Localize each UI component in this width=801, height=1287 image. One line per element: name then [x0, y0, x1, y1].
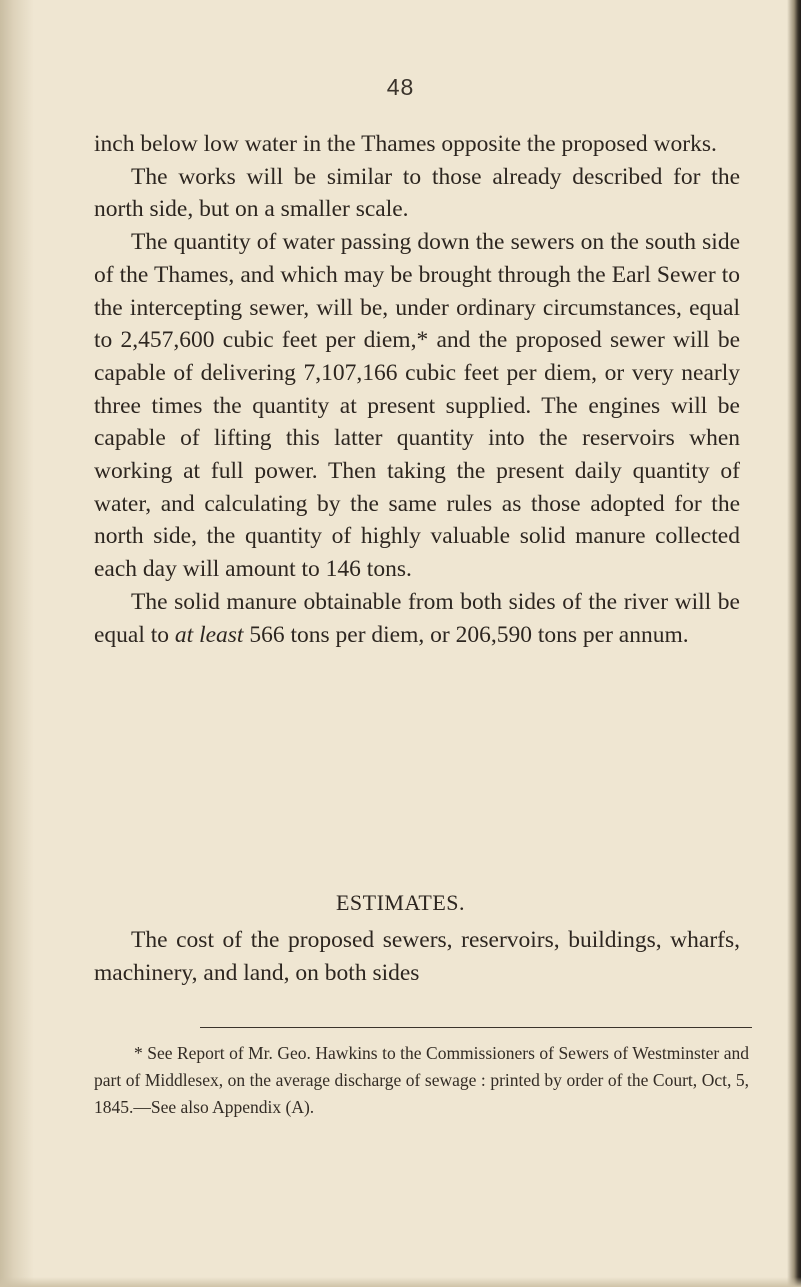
- solid-manure-text-end: 566 tons per diem, or 206,590 tons per annum.: [243, 621, 689, 648]
- paragraph-works: The works will be similar to those already described for the north side, but on a smaller scale.: [94, 163, 740, 223]
- page-bottom-edge: [0, 1277, 801, 1287]
- estimates-text: [94, 924, 740, 990]
- footnote-rule: [200, 1027, 752, 1028]
- footnote: [94, 1040, 749, 1121]
- main-text: [94, 128, 740, 651]
- paragraph-estimates: The cost of the proposed sewers, reservoirs, buildings, wharfs, machinery, and land, on both sides: [94, 927, 740, 986]
- page-right-edge: [787, 0, 801, 1287]
- emphasis-at-least: at least: [174, 621, 244, 648]
- page-gutter-shadow: [0, 0, 34, 1287]
- solid-manure-text-start: The solid manure obtainable from both sides of the river will be equal to: [94, 588, 740, 648]
- page-number: 48: [386, 74, 415, 100]
- paragraph-solid-manure: [94, 586, 740, 651]
- footnote-text: * See Report of Mr. Geo. Hawkins to the Commissioners of Sewers of Westminster and part of Middlesex, on the average discharge of sewage : printed by order of the Court, Oct, 5, 1845.—See also Appendix (A).: [94, 1043, 749, 1117]
- section-heading-estimates: ESTIMATES.: [335, 890, 466, 915]
- paragraph-continuation: inch below low water in the Thames opposite the proposed works.: [94, 131, 717, 157]
- paragraph-quantity: The quantity of water passing down the sewers on the south side of the Thames, and which may be brought through the Earl Sewer to the intercepting sewer, will be, under ordinary circumstances, equal to 2,457,600 cubic feet per diem,* and the proposed sewer will be capable of delivering 7,107,166 cubic feet per diem, or very nearly three times the quantity at present supplied. The engines will be capable of lifting this latter quantity into the reservoirs when working at full power. Then taking the present daily quantity of water, and calculating by the same rules as those adopted for the north side, the quantity of highly valuable solid manure collected each day will amount to 146 tons.: [94, 229, 740, 583]
